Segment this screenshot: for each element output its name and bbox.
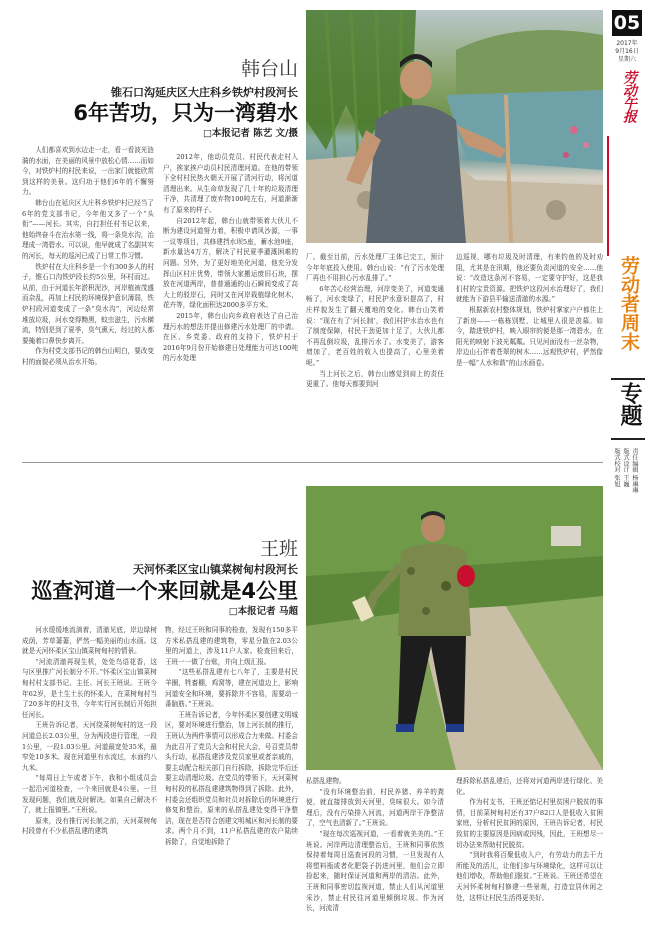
credits xyxy=(612,448,639,538)
story1-photo-scene xyxy=(306,10,603,243)
paragraph: 原来，没有推行河长制之前，天河菜树甸村段曾有不少私搭乱建的建筑 xyxy=(22,816,157,836)
section-bracket-bottom xyxy=(611,438,645,440)
paragraph: 理拆除私搭乱建后，还将对河道两岸进行绿化、美化。 xyxy=(456,777,603,796)
paragraph: “现在每次巡视河道，一看着就美美的。”王班说。河岸两边清理整治后，王班和同事依然保持着每周日巡查河段的习惯，一旦发现有人将塑料瓶或者化肥袋子扔进河里，他们会立即捡起来，随时保证河道和两岸的清洁。此外，王班和同事密切监视河道，禁止人们从河道里采沙，禁止村民往河道里倾倒垃圾。作为河长，河流清 xyxy=(306,829,444,913)
paragraph: 作为村支书，王班还惦记村里贫困户脱贫的事情，目前菜树甸村还有37户82口人是低收入贫困家庭，分析村民贫困的原因，王班告诉记者，村民致贫的主要原因是因病或因残，因此，王班想尽一切办法来帮助村民脱贫。 xyxy=(456,798,603,849)
paragraph: 根据新农村整体规划，铁炉村掌家户户都住上了新房——一栋栋别墅，让城里人很是羡慕。如今，踏进铁炉村，映入眼帘的便是那一湾碧水，在阳光的映射下波光粼粼。只见河面没有一丝杂物，岸边山石伴着苍翠的树木……远观铁炉村，俨然像是一幅“人水和谐”的山水画卷。 xyxy=(456,305,603,367)
story1-column-2 xyxy=(163,152,298,437)
paragraph: 2012年，他动员党员、村民代表走村入户，挨家挨户动员村民清理河道。在他的带领下全村村民热火朝天开展了清河行动，将河道清理出来。从生命草发现了几十年的垃圾清理干净，共清理了废弃物100吨左右，河道渐渐有了原来的样子。 xyxy=(163,153,298,214)
paragraph: 王班告诉记者，今年怀柔区要创建文明城区，要对环境进行整治，加上河长制的推行，王班认为两件事情可以形成合力来做。村委会为此召开了党员大会和村民大会，号召党员带头行动，私搭乱建涉及党员家里或者亲戚的，要主动配合相关部门自行拆除，拆除完毕后还要主动清理垃圾。在党员的带领下，天河菜树甸村段的私搭乱建建筑物得到了拆除。此外，村委会还组织党员和社员对拆除后的环境进行修复和整治，原来的私搭乱建处变得干净整洁，现在是否符合创建文明城区和河长制的要求。两个月不到，11户私搭乱建的农户陆续拆除了，自觉地拆除了 xyxy=(165,710,298,846)
story1-photo xyxy=(306,10,603,243)
paragraph: “每周日上午或者下午，我和小组成员会一起沿河道检查，一个来回就是4公里。一旦发现问题，我们就及时解决。如果自己解决不了，就上报镇里。”王班说。 xyxy=(22,774,157,815)
paragraph: “河流清澈再现生机，处处鸟语花香，这与区里推广河长制分不开。”怀柔区宝山镇菜树甸村村支部书记、主任、河长王班说。王班今年62岁，是土生土长的怀柔人，在菜树甸村当了20多年的村支书，今年实行河长制后开始担任河长。 xyxy=(22,657,157,719)
story2-column-3 xyxy=(306,776,444,940)
story2-headline: 巡查河道一个来回就是4公里 xyxy=(31,579,298,603)
paper-name-logo xyxy=(613,66,643,126)
story-divider xyxy=(22,462,603,463)
column-divider xyxy=(607,136,609,256)
date-weekday: 星期六 xyxy=(617,56,636,63)
story2-byline: □本报记者 马超 xyxy=(228,606,298,617)
paragraph: 自2012年起，韩台山就带领着大伙儿不断为建设河道努力着，积极申请风沙源，一事一议等项目，共修建挡水坝5座，蓄水池9座，新水量达4万方，解决了村民夏季灌溉困难的问题。另外，为了更好地美化河道，他充分发挥山区村庄优势，带领大家搬运废旧石块，摆放在河道两岸，普普通通的山石瞬间变成了高大上的驳岸石，同时又在河岸栽植绿化树木，花卉等，绿化面积达2000多平方米。 xyxy=(163,216,298,310)
credit-editor: 责任编辑 杨琳琳 xyxy=(631,448,638,494)
paragraph: “这些私搭乱建有七八年了，主要是村民羊圈，牲畜棚，鸡窝等，建在河道边上，影响河道安全和环境，要拆除并不容易，需要动一番脑筋。”王班说。 xyxy=(165,668,298,709)
paragraph: 铁炉村在大庄科乡是一个有300多人的村子，锥石口沟铁炉段长约5公里，环村而过。从前，由于河道长年淤积泥沙，河岸植被茂盛而杂乱，再加上村民的环境保护意识薄弱，铁炉村段河道变成了一条“臭水沟”，河边经常堆放垃圾，河水变得黝黑，蚊虫滋生，污水横流，特别是到了夏季，臭气熏天，经过的人都要掩着口鼻快步离开。 xyxy=(22,262,154,345)
story1-column-3 xyxy=(306,252,444,437)
paragraph: “到时我将百聚低收入户，有劳动力的去干力所能及的活儿，让他们参与环境绿化，这样可以让他们增收，帮助他们脱贫。”王班说。王班还希望在天河怀柔树甸村修建一些景观，打造宜居休闲之处，这样让村民生活得更美好。 xyxy=(456,851,603,902)
paragraph: 物，经过王班和同事的检查，发现有150多平方米私搭乱建的建筑物，零星分散在2.03公里的河道上，涉及11户人家。检查回来后，王班一一做了台账，并向上级汇报。 xyxy=(165,626,298,666)
section-name: 劳动者周末 xyxy=(618,256,640,351)
credit-designer: 版式设计 王巍 xyxy=(622,448,629,488)
paragraph: 6年苦心经营治理，河岸变美了，河道变通畅了，河水变绿了，村民护水意识提高了，村庄样貌发生了翻天覆地的变化。韩台山笑着说：“现在有了‘河长制’，我们村护水治水也有了制度保障，村民干劲更加十足了，大伙儿都不再乱倒垃圾，乱排污水了。水变美了，游客增加了，老百姓的收入也提高了，心里美着呢。” xyxy=(306,284,444,367)
story2-person-name: 王班 xyxy=(259,538,298,560)
paragraph: 2015年，韩台山向乡政府表达了自己治理污水的想法并提出修建污水处理厂的申请。在区、乡党委、政府的支持下，铁炉村于2016年9月份开始修建日处理能力可达100吨的污水处理 xyxy=(163,311,298,363)
paragraph: 边巡视，哪有垃圾及时清理，有来钓鱼的及时劝阻，尤其是在汛期，他还要负责河道的安全……他说：“改造这条河不容易，一定要守护好，这是我们村的宝贵资源。把铁炉这段河水治理好了，我们就能为下游县平输送清澈的水源。” xyxy=(456,253,603,304)
paragraph: 厂。截至目前，污水处理厂主体已完工，预计今年年底投入使用。韩台山说：“有了污水处理厂再也不用担心污水乱排了。” xyxy=(306,253,444,283)
paragraph: 当上河长之后，韩台山感觉到肩上的责任更重了。他每天都要到河 xyxy=(306,369,444,389)
story1-byline: □本报记者 陈艺 文/摄 xyxy=(202,128,298,139)
section-topic: 专题 xyxy=(617,382,642,426)
paragraph: 王班告诉记者，天河绕菜树甸村的这一段河道总长2.03公里，分为两段进行管理，一段1公里，一段1.03公里。河道最宽处35米，最窄处10多米。现在河道里有水流过，水面约八九米。 xyxy=(22,721,157,772)
page-number-box xyxy=(612,10,642,36)
paper-name: 劳动午报 xyxy=(621,70,637,122)
paragraph: 私搭乱建物。 xyxy=(306,777,346,785)
story2-subtitle: 天河怀柔区宝山镇菜树甸村段河长 xyxy=(133,563,298,576)
masthead-date xyxy=(610,40,644,64)
credit-proof: 版式校对 张旭 xyxy=(613,448,620,488)
date-day: 9月16日 xyxy=(615,48,639,55)
story2-photo-scene xyxy=(306,486,603,770)
date-year: 2017年 xyxy=(616,40,638,47)
story2-column-1 xyxy=(22,625,157,940)
story1-column-1 xyxy=(22,145,154,437)
paragraph: “没有环境整治前，村民养猪、养羊的粪便，就直接排放到天河里，臭味很大。如今清理后，没有污染排入河流，河道两岸干净整洁了，空气也清新了。”王班说。 xyxy=(306,787,444,828)
page-number: 05 xyxy=(613,12,641,34)
story1-subtitle: 锥石口沟延庆区大庄科乡铁炉村段河长 xyxy=(111,86,298,99)
story2-column-4 xyxy=(456,776,603,940)
story2-photo xyxy=(306,486,603,770)
paragraph: 人们都喜欢到水边走一走，看一看波光涟漪的水面，在美丽的风景中放松心情……而如今，对铁炉村的村民来说，一出家门就能欣赏到这样的美景。这归功于他们6年的不懈努力。 xyxy=(22,146,154,197)
story1-headline: 6年苦功，只为一湾碧水 xyxy=(73,101,298,125)
paragraph: 作为村党支部书记的韩台山明白，要改变村的面貌必须从治水开始。 xyxy=(22,347,154,366)
paragraph: 河水缓缓地流淌着，清澈见底，岸边绿树成荫，芳草萋萋，俨然一幅美丽的山水画。这就是天河怀柔区宝山镇菜树甸村的情景。 xyxy=(22,626,157,656)
story1-person-name: 韩台山 xyxy=(240,58,298,80)
story1-column-4 xyxy=(456,252,603,437)
section-bracket-top xyxy=(611,378,645,380)
story2-column-2 xyxy=(165,625,298,940)
paragraph: 韩台山在延庆区大庄科乡铁炉村已经当了6年的党支部书记，今年他又多了一个“头衔”——河长。其实，自打担任村书记以来，他始终奋斗在治水第一线，将一条臭水沟，治理成一湾碧水。可以说，他早就成了名副其实的河长，每天的巡河已成了日常工作习惯。 xyxy=(22,198,154,260)
